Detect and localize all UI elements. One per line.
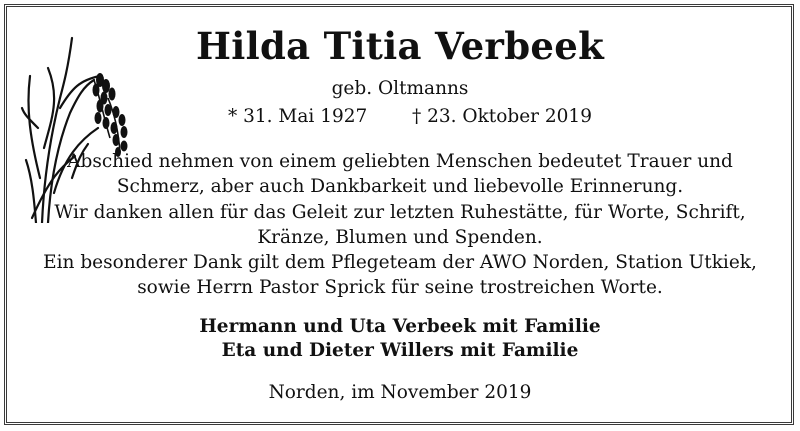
body-line: Kränze, Blumen und Spenden. [257, 227, 543, 248]
family-line: Eta und Dieter Willers mit Familie [221, 340, 579, 361]
place-date: Norden, im November 2019 [268, 382, 532, 403]
body-line: Schmerz, aber auch Dankbarkeit und liebevolle Erinnerung. [116, 176, 684, 197]
death-date: † 23. Oktober 2019 [412, 106, 592, 127]
body-line: Wir danken allen für das Geleit zur letzten Ruhestätte, für Worte, Schrift, [54, 202, 746, 223]
maiden-name: geb. Oltmanns [331, 78, 469, 99]
body-line: Ein besonderer Dank gilt dem Pflegeteam der AWO Norden, Station Utkiek, [43, 252, 757, 273]
body-line: sowie Herrn Pastor Sprick für seine trostreichen Worte. [137, 277, 663, 298]
body-line: Abschied nehmen von einem geliebten Menschen bedeutet Trauer und [67, 151, 733, 172]
deceased-name: Hilda Titia Verbeek [195, 24, 605, 68]
family-line: Hermann und Uta Verbeek mit Familie [199, 316, 601, 337]
birth-date: * 31. Mai 1927 [228, 106, 368, 127]
